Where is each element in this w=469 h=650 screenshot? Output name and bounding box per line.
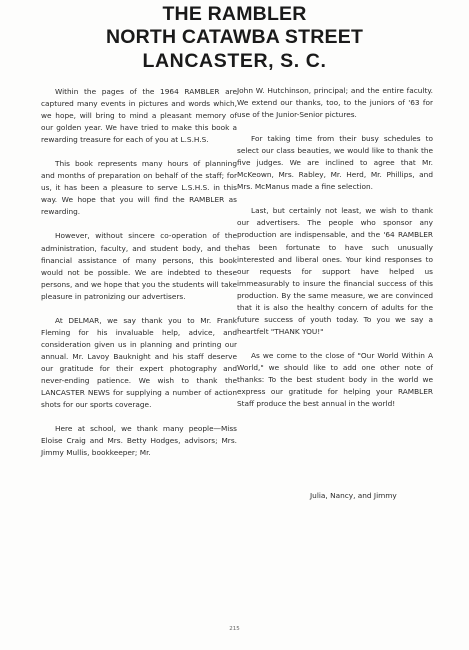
page-number: 215 [229,626,240,632]
paragraph-preparation: This book represents many hours of planning and months of preparation on behalf of the staff; for us, it has been a pleasure to serve L.S.H.S. in this way. We hope that you will find the RAMBLER as rewarding. [41,159,237,217]
paragraph-delmar: At DELMAR, we say thank you to Mr. Frank Fleming for his invaluable help, advice, and consideration given us in planning and printing our annual. Mr. Lavoy Bauknight and his staff deserve our gratitude for their expert photography and never-ending patience. We wish to thank the LANCASTER NEWS for supplying a number of action shots for our sports coverage. [41,315,237,410]
paragraph-closing: As we come to the close of "Our World Within A World," we should like to add one other note of thanks: To the best student body in the world we express our gratitude for helping your RAMBLER Staff produce the best annual in the world! [237,350,433,409]
right-text-column [237,85,433,422]
page-title: THE RAMBLER [162,3,307,25]
street-address: NORTH CATAWBA STREET [105,26,364,48]
paragraph-cooperation: However, without sincere co-operation of the administration, faculty, and student body, and the financial assistance of many persons, this book would not be possible. We are indebted to these persons, and we hope that you the students will take pleasure in patronizing our advertisers. [41,231,237,301]
left-text-column [41,86,237,471]
paragraph-advertisers: Last, but certainly not least, we wish to thank our advertisers. The people who sponsor any production are indispensable, and the '64 RAMBLER has been fortunate to have such unusually interested and liberal ones. Your kind responses to our requests for support have helped us immeasurably to insure the financial success of this production. By the same measure, we are convinced that it is also the healthy concern of adults for the future success of youth today. To you we say a heartfelt "THANK YOU!" [237,206,433,336]
city-state: LANCASTER, S. C. [142,50,327,72]
paragraph-school-thanks: Here at school, we thank many people—Miss Eloise Craig and Mrs. Betty Hodges, advisors; Mrs. Jimmy Mullis, bookkeeper; Mr. [41,424,237,458]
paragraph-intro: Within the pages of the 1964 RAMBLER are captured many events in pictures and words which, we hope, will bring to mind a pleasant memory of our golden year. We have tried to make this book a rewarding treasure for each of you at L.S.H.S. [41,87,237,145]
signature: Julia, Nancy, and Jimmy [310,491,397,500]
paragraph-judges: For taking time from their busy schedules to select our class beauties, we would like to thank the five judges. We are inclined to agree that Mr. McKeown, Mrs. Rabley, Mr. Herd, Mr. Phillips, and Mrs. McManus made a fine selection. [237,134,433,192]
paragraph-continuation: John W. Hutchinson, principal; and the entire faculty. We extend our thanks, too, to the juniors of '63 for use of the Junior-Senior pictures. [237,86,433,120]
